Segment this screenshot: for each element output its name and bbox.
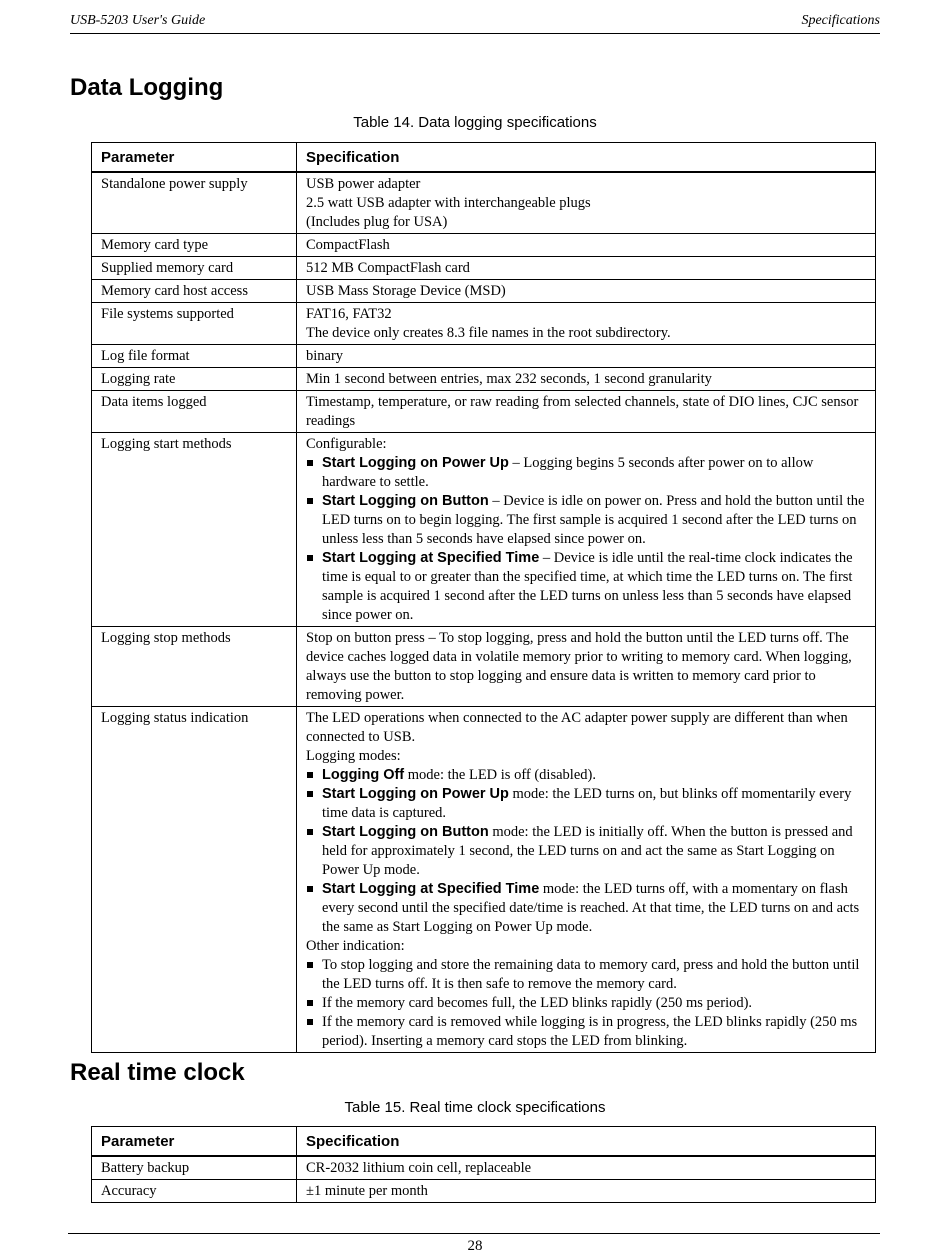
logging-modes-label: Logging modes: [306, 748, 401, 764]
parameter-cell: Logging status indication [92, 707, 297, 1053]
logging-modes-list [306, 766, 866, 937]
start-methods-list [306, 454, 866, 625]
table-row [92, 345, 876, 368]
method-name: Start Logging on Power Up [322, 455, 509, 471]
table-row [92, 368, 876, 391]
specification-cell: binary [297, 345, 876, 368]
specification-cell [297, 303, 876, 345]
parameter-cell: Memory card type [92, 234, 297, 257]
table-row [92, 280, 876, 303]
table-row [92, 257, 876, 280]
list-item [306, 492, 866, 549]
parameter-cell: Log file format [92, 345, 297, 368]
table-caption-14: Table 14. Data logging specifications [353, 114, 597, 131]
specification-cell: Stop on button press – To stop logging, press and hold the button until the LED turns off. The device caches logged data in volatile memory prior to writing to memory card. When logging, always use the button to stop logging and ensure data is written to memory card prior to removing power. [297, 627, 876, 707]
spec-line: USB power adapter [306, 176, 421, 192]
table-header-row [92, 1127, 876, 1157]
mode-description: mode: the LED turns on, but blinks off momentarily every time data is captured. [322, 786, 852, 821]
table-row [92, 627, 876, 707]
spec-intro: The LED operations when connected to the AC adapter power supply are different than when connected to USB. [306, 710, 848, 745]
specification-cell: CR-2032 lithium coin cell, replaceable [297, 1156, 876, 1180]
specification-cell: Min 1 second between entries, max 232 seconds, 1 second granularity [297, 368, 876, 391]
method-description: – Logging begins 5 seconds after power on to allow hardware to settle. [322, 455, 814, 490]
list-item [306, 785, 866, 823]
table-row [92, 234, 876, 257]
table-row [92, 1156, 876, 1180]
method-description: – Device is idle on power on. Press and hold the button until the LED turns on to begin logging. The first sample is acquired 1 second after the LED turns on unless less than 5 seconds have elapsed since power on. [322, 493, 865, 547]
header-doc-title: USB-5203 User's Guide [70, 13, 206, 28]
running-header [70, 13, 880, 34]
list-item: To stop logging and store the remaining data to memory card, press and hold the button until the LED turns off. It is then safe to remove the memory card. [306, 956, 866, 994]
spec-line: 2.5 watt USB adapter with interchangeable plugs [306, 195, 591, 211]
list-item [306, 880, 866, 937]
section-title-data-logging: Data Logging [70, 74, 224, 101]
specification-cell: ±1 minute per month [297, 1180, 876, 1203]
parameter-cell: Accuracy [92, 1180, 297, 1203]
parameter-cell: Logging rate [92, 368, 297, 391]
mode-name: Start Logging on Power Up [322, 786, 509, 802]
parameter-cell: Logging stop methods [92, 627, 297, 707]
section-title-real-time-clock: Real time clock [70, 1059, 245, 1086]
specification-cell [297, 707, 876, 1053]
spec-line: FAT16, FAT32 [306, 306, 392, 322]
mode-description: mode: the LED is initially off. When the button is pressed and held for approximately 1 second, the LED turns on and act the same as Start Logging on Power Up mode. [322, 824, 853, 878]
mode-name: Logging Off [322, 767, 405, 783]
data-logging-table [91, 142, 876, 1053]
column-header-parameter: Parameter [92, 143, 297, 173]
method-description: – Device is idle until the real-time clock indicates the time is equal to or greater than the specified time, at which time the LED turns on. The first sample is acquired 1 second after the LED turns on unless less than 5 seconds have elapsed since power on. [322, 550, 853, 623]
parameter-cell: Standalone power supply [92, 172, 297, 234]
spec-line: The device only creates 8.3 file names in the root subdirectory. [306, 325, 671, 341]
page-number: 28 [467, 1238, 483, 1254]
list-item: If the memory card is removed while logging is in progress, the LED blinks rapidly (250 ms period). Inserting a memory card stops the LED from blinking. [306, 1013, 866, 1051]
header-section-title: Specifications [801, 13, 880, 28]
specification-cell [297, 433, 876, 627]
other-indication-label: Other indication: [306, 938, 405, 954]
parameter-cell: Data items logged [92, 391, 297, 433]
spec-line: (Includes plug for USA) [306, 214, 448, 230]
specification-cell: 512 MB CompactFlash card [297, 257, 876, 280]
parameter-cell: Battery backup [92, 1156, 297, 1180]
table-row [92, 433, 876, 627]
table-row [92, 707, 876, 1053]
mode-description: mode: the LED is off (disabled). [404, 767, 596, 783]
column-header-specification: Specification [297, 143, 876, 173]
specification-cell: USB Mass Storage Device (MSD) [297, 280, 876, 303]
list-item: If the memory card becomes full, the LED blinks rapidly (250 ms period). [306, 994, 866, 1013]
method-name: Start Logging on Button [322, 493, 489, 509]
spec-intro: Configurable: [306, 436, 387, 452]
table-row [92, 1180, 876, 1203]
other-indication-list [306, 956, 866, 1051]
column-header-parameter: Parameter [92, 1127, 297, 1157]
real-time-clock-table [91, 1126, 876, 1203]
specification-cell [297, 172, 876, 234]
table-header-row [92, 143, 876, 173]
parameter-cell: Memory card host access [92, 280, 297, 303]
table-row [92, 172, 876, 234]
table-row [92, 391, 876, 433]
footer-rule [68, 1233, 880, 1234]
specification-cell: CompactFlash [297, 234, 876, 257]
mode-name: Start Logging at Specified Time [322, 881, 540, 897]
column-header-specification: Specification [297, 1127, 876, 1157]
specification-cell: Timestamp, temperature, or raw reading from selected channels, state of DIO lines, CJC sensor readings [297, 391, 876, 433]
parameter-cell: File systems supported [92, 303, 297, 345]
list-item [306, 454, 866, 492]
method-name: Start Logging at Specified Time [322, 550, 540, 566]
list-item [306, 823, 866, 880]
mode-name: Start Logging on Button [322, 824, 489, 840]
list-item [306, 549, 866, 625]
parameter-cell: Logging start methods [92, 433, 297, 627]
table-row [92, 303, 876, 345]
list-item [306, 766, 866, 785]
parameter-cell: Supplied memory card [92, 257, 297, 280]
table-caption-15: Table 15. Real time clock specifications [344, 1099, 606, 1116]
mode-description: mode: the LED turns off, with a momentary on flash every second until the specified date/time is reached. At that time, the LED turns on and acts the same as Start Logging on Power Up mode. [322, 881, 860, 935]
